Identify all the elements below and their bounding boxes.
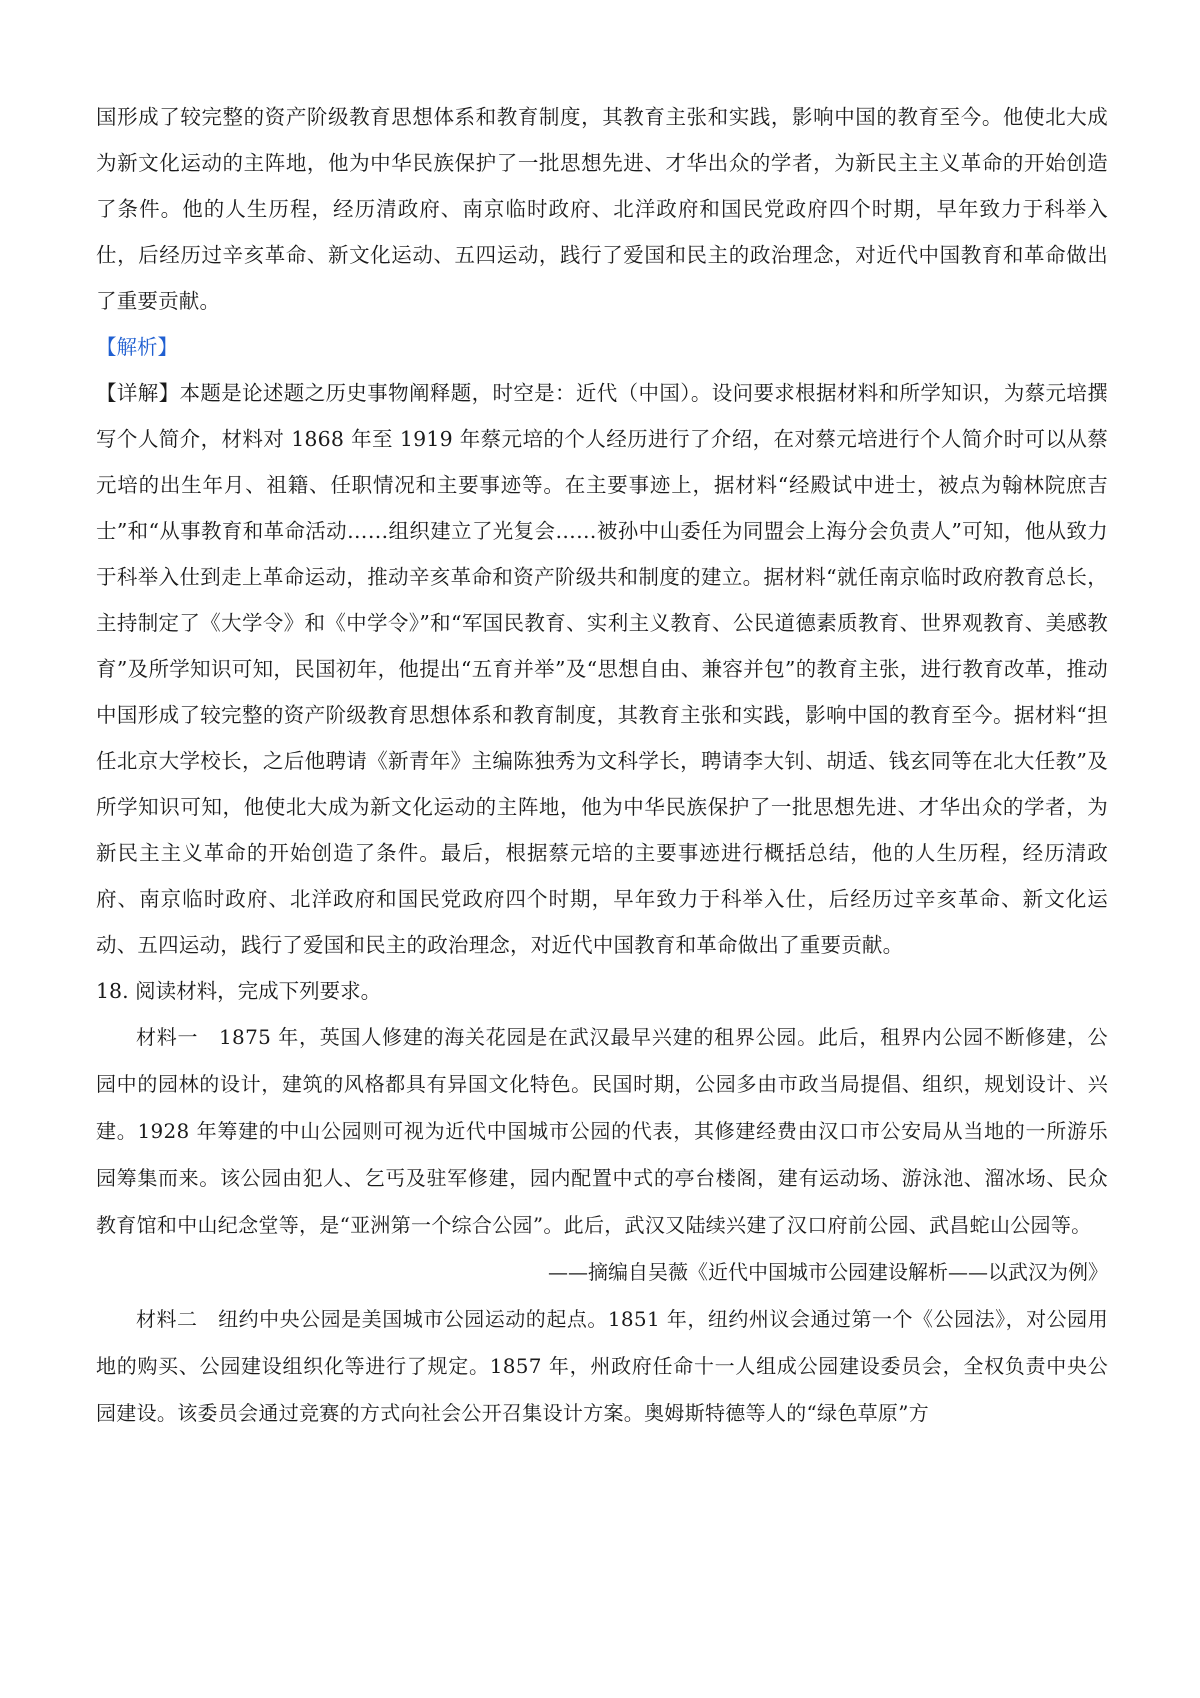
material-two-paragraph: 材料二 纽约中央公园是美国城市公园运动的起点。1851 年，纽约州议会通过第一个《公园法》，对公园用地的购买、公园建设组织化等进行了规定。1857 年，州政府任命十一人组成公园建设委员会，全权负责中央公园建设。该委员会通过竞赛的方式向社会公开召集设计方案。奥姆斯特德等人的“绿色草原”方 xyxy=(96,1307,1108,1425)
material-one-source: ——摘编自吴薇《近代中国城市公园建设解析——以武汉为例》 xyxy=(548,1260,1108,1284)
document-page xyxy=(96,94,1108,1437)
answer-tail-paragraph: 国形成了较完整的资产阶级教育思想体系和教育制度，其教育主张和实践，影响中国的教育至今。他使北大成为新文化运动的主阵地，他为中华民族保护了一批思想先进、才华出众的学者，为新民主主义革命的开始创造了条件。他的人生历程，经历清政府、南京临时政府、北洋政府和国民党政府四个时期，早年致力于科举入仕，后经历过辛亥革命、新文化运动、五四运动，践行了爱国和民主的政治理念，对近代中国教育和革命做出了重要贡献。 xyxy=(96,105,1108,313)
detail-text: 本题是论述题之历史事物阐释题，时空是：近代（中国）。设问要求根据材料和所学知识，为蔡元培撰写个人简介，材料对 1868 年至 1919 年蔡元培的个人经历进行了介绍，在对蔡元培进行个人简介时可以从蔡元培的出生年月、祖籍、任职情况和主要事迹等。在主要事迹上，据材料“经殿试中进士，被点为翰林院庶吉士”和“从事教育和革命活动……组织建立了光复会……被孙中山委任为同盟会上海分会负责人”可知，他从致力于科举入仕到走上革命运动，推动辛亥革命和资产阶级共和制度的建立。据材料“就任南京临时政府教育总长，主持制定了《大学令》和《中学令》”和“军国民教育、实利主义教育、公民道德素质教育、世界观教育、美感教育”及所学知识可知，民国初年，他提出“五育并举”及“思想自由、兼容并包”的教育主张，进行教育改革，推动中国形成了较完整的资产阶级教育思想体系和教育制度，其教育主张和实践，影响中国的教育至今。据材料“担任北京大学校长，之后他聘请《新青年》主编陈独秀为文科学长，聘请李大钊、胡适、钱玄同等在北大任教”及所学知识可知，他使北大成为新文化运动的主阵地，他为中华民族保护了一批思想先进、才华出众的学者，为新民主主义革命的开始创造了条件。最后，根据蔡元培的主要事迹进行概括总结，他的人生历程，经历清政府、南京临时政府、北洋政府和国民党政府四个时期，早年致力于科举入仕，后经历过辛亥革命、新文化运动、五四运动，践行了爱国和民主的政治理念，对近代中国教育和革命做出了重要贡献。 xyxy=(96,381,1108,957)
analysis-label: 【解析】 xyxy=(96,335,178,359)
detail-paragraph xyxy=(96,370,1108,968)
question-18: 18. 阅读材料，完成下列要求。 xyxy=(96,979,382,1003)
material-one-paragraph: 材料一 1875 年，英国人修建的海关花园是在武汉最早兴建的租界公园。此后，租界内公园不断修建，公园中的园林的设计，建筑的风格都具有异国文化特色。民国时期，公园多由市政当局提倡、组织，规划设计、兴建。1928 年筹建的中山公园则可视为近代中国城市公园的代表，其修建经费由汉口市公安局从当地的一所游乐园筹集而来。该公园由犯人、乞丐及驻军修建，园内配置中式的亭台楼阁，建有运动场、游泳池、溜冰场、民众教育馆和中山纪念堂等，是“亚洲第一个综合公园”。此后，武汉又陆续兴建了汉口府前公园、武昌蛇山公园等。 xyxy=(96,1025,1108,1237)
detail-heading: 【详解】 xyxy=(96,381,180,405)
